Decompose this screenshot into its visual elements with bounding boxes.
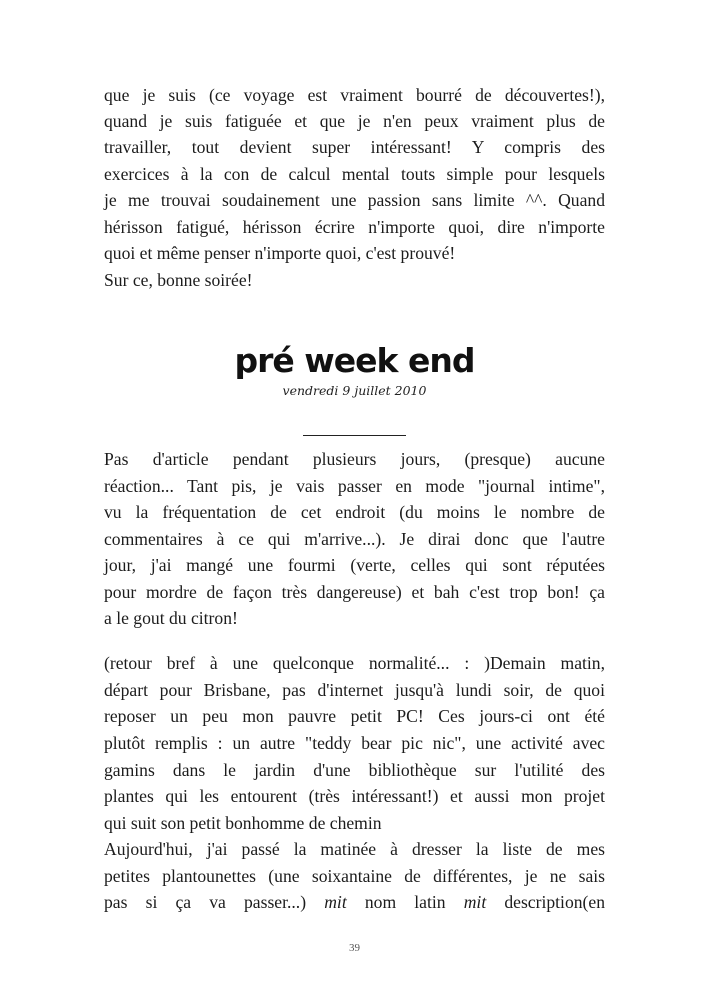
text-line: petites plantounettes (une soixantaine de différentes, je ne sais [104,866,605,886]
text-line: reposer un peu mon pauvre petit PC! Ces jours-ci ont été [104,706,605,726]
text-line: je me trouvai soudainement une passion sans limite ^^. Quand [104,190,605,210]
section-divider [303,435,406,436]
text-line: travailler, tout devient super intéressant! Y compris des [104,137,605,157]
article-title: pré week end [234,341,475,380]
text-line: quand je suis fatiguée et que je n'en peux vraiment plus de [104,111,605,131]
text-span: nom latin [364,892,446,912]
text-line: exercices à la con de calcul mental touts simple pour lesquels [104,164,605,184]
text-line: plantes qui les entourent (très intéressant!) et aussi mon projet [104,786,605,806]
text-line: gamins dans le jardin d'une bibliothèque sur l'utilité des [104,760,605,780]
text-span: description(en [504,892,605,912]
text-line: Aujourd'hui, j'ai passé la matinée à dresser la liste de mes [104,839,605,859]
text-line [104,889,605,915]
text-line: Sur ce, bonne soirée! [104,270,253,290]
page-number: 39 [349,942,360,954]
text-line: pour mordre de façon très dangereuse) et bah c'est trop bon! ça [104,582,605,602]
italic-word: mit [324,892,347,912]
text-line: vu la fréquentation de cet endroit (du moins le nombre de [104,502,605,522]
text-line: (retour bref à une quelconque normalité... : )Demain matin, [104,653,605,673]
article-date: vendredi 9 juillet 2010 [282,383,427,398]
italic-word: mit [463,892,487,912]
text-line: a le gout du citron! [104,608,238,628]
text-line: quoi et même penser n'importe quoi, c'est prouvé! [104,243,456,263]
text-span: pas si ça va passer...) [104,892,307,912]
text-line: réaction... Tant pis, je vais passer en mode "journal intime", [104,476,605,496]
text-line: jour, j'ai mangé une fourmi (verte, celles qui sont réputées [104,555,605,575]
text-line: qui suit son petit bonhomme de chemin [104,813,382,833]
text-line: hérisson fatigué, hérisson écrire n'importe quoi, dire n'importe [104,217,605,237]
text-line: plutôt remplis : un autre "teddy bear pic nic", une activité avec [104,733,605,753]
text-line: départ pour Brisbane, pas d'internet jusqu'à lundi soir, de quoi [104,680,605,700]
text-line: que je suis (ce voyage est vraiment bourré de découvertes!), [104,85,605,105]
text-line: commentaires à ce qui m'arrive...). Je dirai donc que l'autre [104,529,605,549]
text-line: Pas d'article pendant plusieurs jours, (presque) aucune [104,449,605,469]
